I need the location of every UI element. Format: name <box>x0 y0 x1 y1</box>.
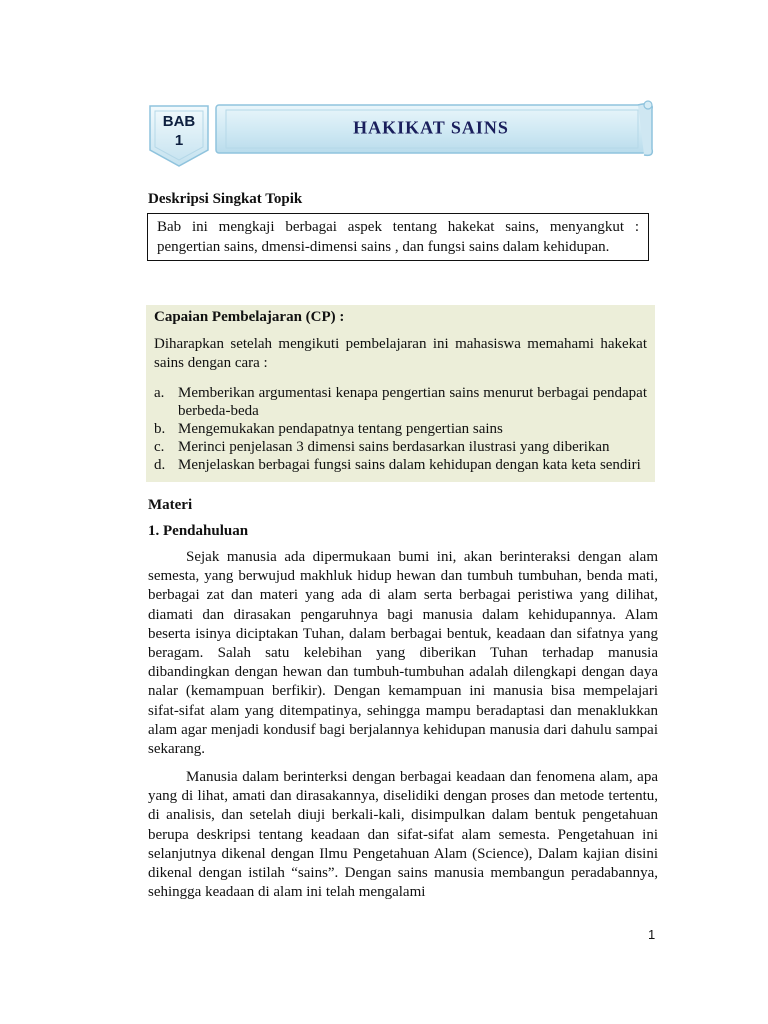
section-heading: 1. Pendahuluan <box>148 523 249 539</box>
body-paragraph: Sejak manusia ada dipermukaan bumi ini, akan berinteraksi dengan alam semesta, yang berwujud makhluk hidup hewan dan tumbuh tumbuhan, benda mati, berbagai zat dan materi yang ada di alam serta berbagai peristiwa yang dilihat, diamati dan dirasakan pengaruhnya bagi manusia dalam kehidupannya. Alam beserta isinya diciptakan Tuhan, dalam berbagai bentuk, keadaan dan sifatnya yang beragam. Salah satu kelebihan yang diberikan Tuhan terhadap manusia dibandingkan dengan hewan dan tumbuh-tumbuhan adalah dilengkapi dengan daya nalar (kemampuan berfikir). Dengan kemampuan ini manusia bisa mempelajari sifat-sifat alam yang ditempatinya, sehingga mampu beradaptasi dan menaklukkan alam agar menjadi kondusif bagi berjalannya kehidupan manusia dari dahulu sampai sekarang. <box>148 549 658 758</box>
material-heading: Materi <box>148 497 193 513</box>
item-letter: c. <box>154 439 165 455</box>
learning-outcome-item <box>154 420 647 438</box>
chapter-title: HAKIKAT SAINS <box>353 117 509 138</box>
item-text: Merinci penjelasan 3 dimensi sains berdasarkan ilustrasi yang diberikan <box>178 439 610 455</box>
item-letter: b. <box>154 421 166 437</box>
learning-outcomes-title: Capaian Pembelajaran (CP) : <box>154 309 345 325</box>
learning-outcomes-intro: Diharapkan setelah mengikuti pembelajaran ini mahasiswa memahami hakekat sains dengan cara : <box>154 336 647 371</box>
learning-outcome-item <box>154 438 647 456</box>
item-text: Menjelaskan berbagai fungsi sains dalam kehidupan dengan kata keta sendiri <box>178 457 641 473</box>
description-text: Bab ini mengkaji berbagai aspek tentang hakekat sains, menyangkut : pengertian sains, dmensi-dimensi sains , dan fungsi sains dalam kehidupan. <box>157 219 639 255</box>
item-letter: a. <box>154 385 165 401</box>
description-heading: Deskripsi Singkat Topik <box>148 191 303 207</box>
page-number: 1 <box>648 927 656 942</box>
learning-outcome-item <box>154 456 647 474</box>
item-text: Memberikan argumentasi kenapa pengertian sains menurut berbagai pendapat berbeda-beda <box>178 385 647 419</box>
item-text: Mengemukakan pendapatnya tentang pengertian sains <box>178 421 503 437</box>
description-box <box>147 213 649 261</box>
learning-outcome-item <box>154 384 647 420</box>
body-paragraph: Manusia dalam berinterksi dengan berbagai keadaan dan fenomena alam, apa yang di lihat, amati dan dirasakannya, diselidiki dengan proses dan metode tertentu, di analisis, dan setelah diuji berkali-kali, disimpulkan dalam bentuk pengetahuan berupa deskripsi tentang keadaan dan sifat-sifat alam semesta. Pengetahuan ini selanjutnya dikenal dengan Ilmu Pengetahuan Alam (Science), Dalam kajian disini dikenal dengan istilah “sains”. Dengan sains manusia membangun peradabannya, sehingga keadaan di alam ini telah mengalami <box>148 769 658 901</box>
item-letter: d. <box>154 457 166 473</box>
chapter-badge-label <box>146 112 212 150</box>
chapter-badge-number: 1 <box>174 132 184 149</box>
chapter-badge-word: BAB <box>162 113 196 130</box>
